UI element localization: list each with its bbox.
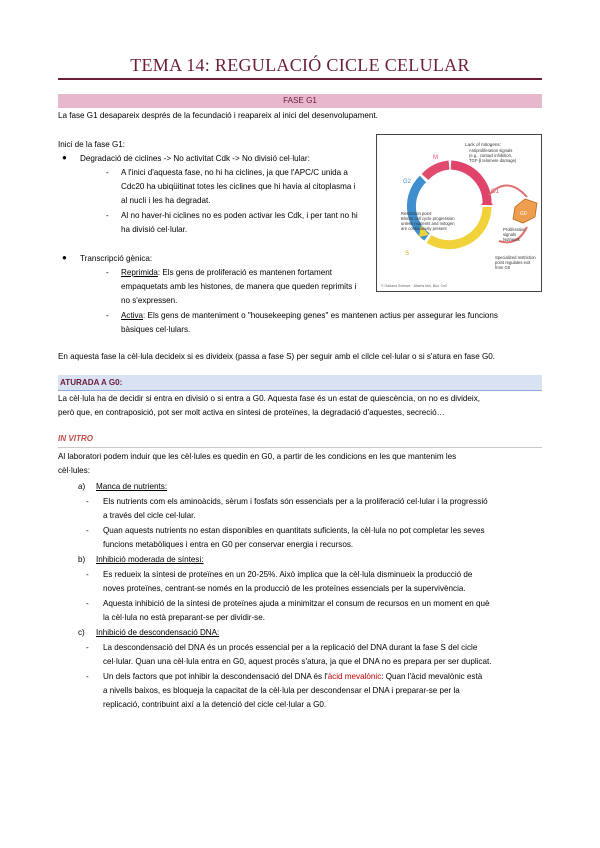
dash-icon: - xyxy=(106,268,109,277)
g1-inici: Inici de la fase G1: xyxy=(58,140,126,149)
item-a-letter: a) xyxy=(78,482,86,491)
vitro-intro-line1: Al laboratori podem induir que les cèl·lules es quedin en G0, a partir de les condicions en les que mantenim les xyxy=(58,452,457,461)
in-vitro-rule xyxy=(58,447,542,448)
g1-phase-arc xyxy=(451,165,487,205)
section-header-in-vitro: IN VITRO xyxy=(58,434,94,443)
activa-label: Activa xyxy=(121,311,144,320)
g1-dash2-line2: ha divisió cel·lular. xyxy=(121,225,188,234)
prolif-line: signals xyxy=(503,232,517,237)
g1-activa-line1: Activa: Els gens de manteniment o "housekeeping genes" es mantenen actius per assegurar les funcions xyxy=(121,311,498,320)
c2-line1: Un dels factors que pot inhibir la descondensació del DNA és l'àcid mevalònic: Quan l'àcid mevalònic està xyxy=(103,672,483,681)
phase-g2-label: G2 xyxy=(403,179,412,185)
mevalonic-acid-highlight: àcid mevalònic xyxy=(327,672,382,681)
b2-line1: Aquesta inhibició de la síntesi de proteïnes ajuda a minimitzar el consum de recursos en un moment en què xyxy=(103,599,490,608)
phase-s-label: S xyxy=(405,251,410,257)
g1-intro: La fase G1 desapareix després de la fecundació i reapareix al inici del desenvolupament. xyxy=(58,111,378,120)
phase-g0-label: G0 xyxy=(520,211,527,217)
section-header-g0: ATURADA A G0: xyxy=(58,375,542,390)
c1-line1: La descondensació del DNA és un procés essencial per a la replicació del DNA durant la fase S del cicle xyxy=(103,643,478,652)
restriction-line: unless nutrients and mitogen xyxy=(401,221,455,226)
g1-reprimida-line3: no s'expressen. xyxy=(121,296,178,305)
g1-degradacio: Degradació de ciclines -> No activitat Cdk -> No divisió cel·lular: xyxy=(80,154,310,163)
g0-line1: La cèl·lula ha de decidir si entra en divisió o si entra a G0. Aquesta fase és un estat de quiescència, on no es divideix, xyxy=(58,394,481,403)
prolif-line: Nutrients xyxy=(503,237,520,242)
g1-activa-line2: bàsiques cel·lulars. xyxy=(121,325,191,334)
g1-conclusion: En aquesta fase la cèl·lula decideix si es divideix (passa a fase S) per seguir amb el cilcle cel·lular o si s'atura en fase G0. xyxy=(58,352,496,361)
page-title: TEMA 14: REGULACIÓ CICLE CELULAR xyxy=(130,55,470,75)
bullet-icon: ● xyxy=(62,153,67,162)
phase-g1-label: G1 xyxy=(491,189,500,195)
phase-m-label: M xyxy=(433,155,438,161)
reprimida-label: Reprimida xyxy=(121,268,158,277)
g1-dash2-line1: Al no haver-hi ciclines no es poden activar les Cdk, i per tant no hi xyxy=(121,211,358,220)
dash-icon: - xyxy=(86,599,89,608)
g1-reprimida-line1: Reprimida: Els gens de proliferació es mantenen fortament xyxy=(121,268,333,277)
c1-line2: cel·lular. Quan una cèl·lula entra en G0, aquest procés s'atura, ja que el DNA no es prepara per ser duplicat. xyxy=(103,657,492,666)
dash-icon: - xyxy=(86,672,89,681)
item-b-letter: b) xyxy=(78,555,86,564)
specialized-line: point regulates exit xyxy=(495,260,531,265)
dash-icon: - xyxy=(106,311,109,320)
restriction-line: Blocks cell cycle progression xyxy=(401,216,455,221)
vitro-intro-line2: cèl·lules: xyxy=(58,466,90,475)
antiprolif-line: (e.g., contact inhibition, xyxy=(469,153,513,158)
g0-rule xyxy=(58,390,542,391)
title-underline xyxy=(58,78,542,80)
cell-cycle-figure xyxy=(376,134,542,292)
item-c-letter: c) xyxy=(78,628,85,637)
specialized-line: from G0 xyxy=(495,265,511,270)
item-b-label: Inhibició moderada de síntesi: xyxy=(96,555,204,564)
a1-line1: Els nutrients com els aminoàcids, sèrum i fosfats són essencials per a la proliferació cel·lular i la progressió xyxy=(103,497,488,506)
g1-dash1-line3: al nucli i les ha degradat. xyxy=(121,196,211,205)
item-a-label: Manca de nutrients: xyxy=(96,482,168,491)
b1-line1: Es redueix la síntesi de proteïnes en un 20-25%. Això implica que la cèl·lula disminueix la producció de xyxy=(103,570,473,579)
g1-dash1-line1: A l'inici d'aquesta fase, no hi ha ciclines, ja que l'APC/C unida a xyxy=(121,168,348,177)
dash-icon: - xyxy=(86,570,89,579)
bullet-icon: ● xyxy=(62,253,67,262)
g1-transcripcio: Transcripció gènica: xyxy=(80,254,153,263)
prolif-line: Proliferation xyxy=(503,227,526,232)
item-c-label: Inhibició de descondensació DNA: xyxy=(96,628,220,637)
antiprolif-line: Antiproliferation signals xyxy=(469,148,513,153)
a2-line2: funcions metabòliques i entra en G0 per conservar energia i recursos. xyxy=(103,540,354,549)
dash-icon: - xyxy=(86,497,89,506)
antiprolif-line: TGF-β telomere damage) xyxy=(469,158,517,163)
section-header-g1: FASE G1 xyxy=(58,94,542,108)
figure-credit: © Garland Science · Alberts Mol. Biol. Cell xyxy=(381,284,447,288)
g1-dash1-line2: Cdc20 ha ubiqüitinat totes les ciclines que hi havia al citoplasma i xyxy=(121,182,356,191)
c2-line2: a nivells baixos, es bloqueja la capacitat de la cèl·lula per descondensar el DNA i preparar-se per la xyxy=(103,686,460,695)
b1-line2: noves proteïnes, centrant-se només en la producció de les proteïnes essencials per la supervivència. xyxy=(103,584,466,593)
dash-icon: - xyxy=(106,168,109,177)
dash-icon: - xyxy=(86,526,89,535)
c2-line3: replicació, contribuint així a la detenció del cicle cel·lular a G0. xyxy=(103,700,327,709)
g0-line2: però que, en contraposició, pot ser molt activa en síntesi de proteïnes, la degradació d'aquestes, secreció… xyxy=(58,408,445,417)
dash-icon: - xyxy=(106,211,109,220)
m-phase-arc xyxy=(425,165,449,177)
dash-icon: - xyxy=(86,643,89,652)
a2-line1: Quan aquests nutrients no estan disponibles en quantitats suficients, la cèl·lula no pot completar les seves xyxy=(103,526,485,535)
b2-line2: la cèl·lula no està preparant-se per dividir-se. xyxy=(103,613,265,622)
a1-line2: a través del cicle cel·lular. xyxy=(103,511,196,520)
restriction-line: Restriction point: xyxy=(401,211,433,216)
g1-reprimida-line2: empaquetats amb les histones, de manera que queden reprimits i xyxy=(121,282,357,291)
lack-mitogens: Lack of mitogens: xyxy=(465,142,502,147)
restriction-line: are continuously present xyxy=(401,226,447,231)
specialized-line: Specialized restriction xyxy=(495,255,536,260)
